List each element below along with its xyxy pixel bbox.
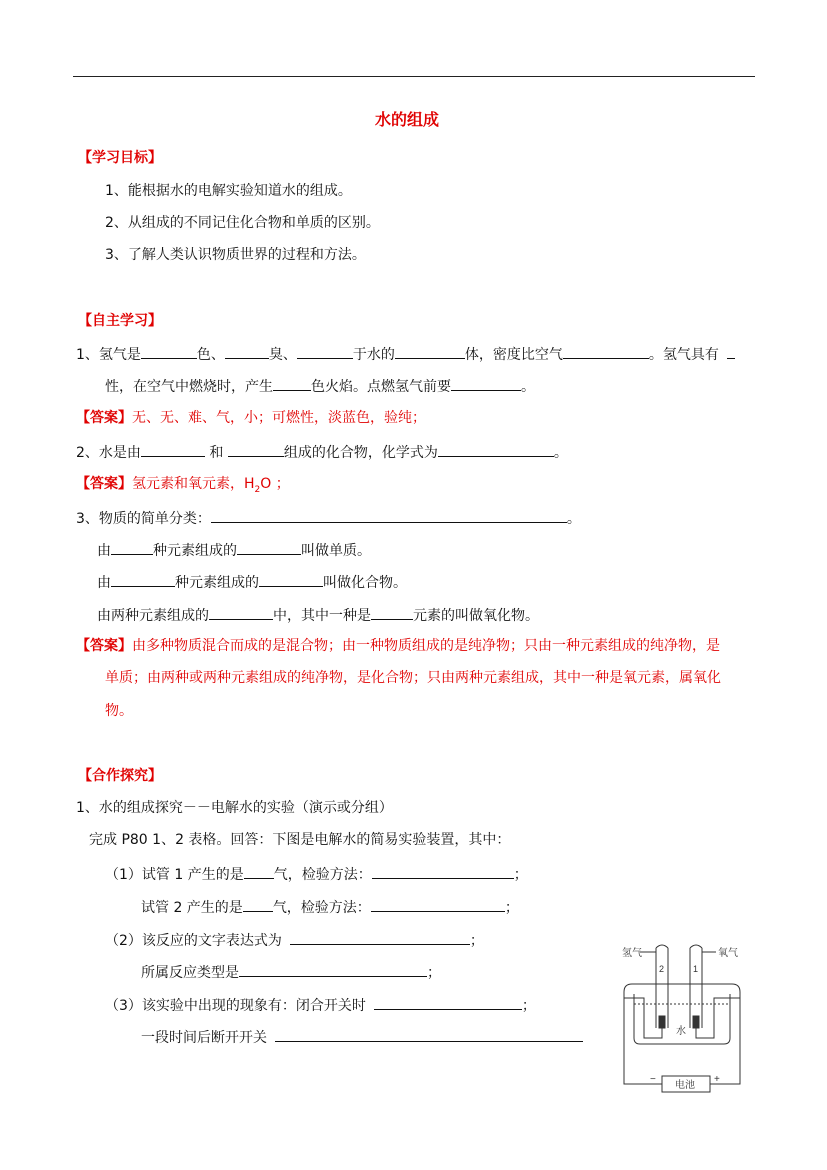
blank (371, 897, 505, 912)
blank (239, 962, 427, 977)
q3-text: 。 (566, 511, 581, 527)
blank (438, 442, 554, 457)
hydrogen-label: 氢气 (622, 948, 642, 959)
q2-text: 2、水是由 (76, 445, 141, 461)
explore-text: （1）试管 1 产生的是 (105, 867, 244, 883)
plus-sign: + (714, 1074, 720, 1085)
q2-text: 。 (553, 445, 568, 461)
explore-item-3 (105, 995, 536, 1015)
blank (225, 344, 269, 359)
tube-2-label: 2 (659, 964, 665, 974)
q3-text: 由两种元素组成的 (97, 608, 209, 624)
oxygen-label: 氧气 (718, 948, 738, 959)
explore-intro: 完成 P80 1、2 表格。回答：下图是电解水的简易实验装置，其中： (89, 832, 511, 848)
blank (111, 540, 153, 555)
answer-2 (76, 475, 290, 499)
explore-heading: 【合作探究】 (78, 768, 162, 784)
explore-text: ； (469, 933, 484, 949)
q3-text: 由 (97, 575, 111, 591)
q1-text: 臭、 (268, 347, 297, 363)
explore-item-2b (141, 962, 441, 982)
answer-tag: 【答案】 (76, 638, 132, 654)
goals-heading: 【学习目标】 (78, 150, 162, 166)
blank (727, 344, 735, 359)
self-study-heading: 【自主学习】 (78, 313, 162, 329)
explore-text: （2）该反应的文字表达式为 (105, 933, 282, 949)
answer-text: O ； (260, 476, 290, 492)
explore-text: 气，检验方法： (272, 900, 371, 916)
q3-text: 中，其中一种是 (273, 608, 371, 624)
q3-text: 叫做单质。 (301, 543, 371, 559)
blank (297, 344, 353, 359)
blank (372, 864, 514, 879)
blank (211, 508, 567, 523)
minus-sign: − (650, 1074, 656, 1085)
q3-text: 种元素组成的 (175, 575, 259, 591)
explore-text: （3）该实验中出现的现象有：闭合开关时 (105, 998, 366, 1014)
answer-tag: 【答案】 (76, 410, 132, 426)
blank (259, 572, 323, 587)
blank (111, 572, 175, 587)
answer-3 (76, 637, 720, 655)
question-3-item (97, 540, 371, 560)
answer-tag: 【答案】 (76, 476, 132, 492)
header-rule (73, 76, 755, 77)
explore-question-1: 1、水的组成探究－－电解水的实验（演示或分组） (76, 800, 393, 816)
explore-item-2 (105, 930, 484, 950)
explore-item-1b (141, 897, 519, 917)
blank (141, 442, 205, 457)
explore-text: ； (513, 867, 528, 883)
q3-text: 3、物质的简单分类： (76, 511, 211, 527)
question-3-item (97, 605, 539, 625)
q2-text: 组成的化合物，化学式为 (283, 445, 438, 461)
goal-item: 2、从组成的不同记住化合物和单质的区别。 (105, 215, 380, 231)
q2-text: 和 (209, 445, 224, 461)
q3-text: 叫做化合物。 (323, 575, 407, 591)
page-title: 水的组成 (375, 110, 440, 129)
q1-text: 。氢气具有 (648, 347, 719, 363)
answer-3-line-2: 单质；由两种或两种元素组成的纯净物，是化合物；只由两种元素组成，其中一种是氧元素，属氧化 (105, 670, 721, 686)
answer-text: 由多种物质混合而成的是混合物；由一种物质组成的是纯净物；只由一种元素组成的纯净物，是 (132, 638, 720, 654)
explore-item-3b (141, 1027, 583, 1047)
explore-item-1 (105, 864, 528, 884)
tube-1-label: 1 (693, 964, 699, 974)
blank (243, 897, 273, 912)
blank (371, 605, 413, 620)
question-3 (76, 508, 581, 528)
explore-text: 一段时间后断开开关 (141, 1030, 267, 1046)
q1-text: 色火焰。点燃氢气前要 (311, 379, 451, 395)
blank (244, 864, 274, 879)
explore-text: 所属反应类型是 (141, 965, 239, 981)
q1-text: 色、 (196, 347, 225, 363)
answer-text: 氢元素和氧元素，H (132, 476, 255, 492)
blank (209, 605, 273, 620)
answer-3-line-3: 物。 (105, 703, 133, 719)
answer-1 (76, 409, 426, 427)
blank (395, 344, 465, 359)
question-1-line-2 (105, 376, 535, 396)
explore-text: ； (521, 998, 536, 1014)
battery-label: 电池 (675, 1080, 695, 1091)
blank (563, 344, 649, 359)
blank (141, 344, 197, 359)
water-label: 水 (676, 1026, 686, 1037)
q1-text: 于水的 (352, 347, 395, 363)
question-2 (76, 442, 568, 462)
q1-text: 。 (521, 379, 535, 395)
explore-text: 气，检验方法： (273, 867, 372, 883)
blank (273, 376, 311, 391)
q3-text: 元素的叫做氧化物。 (413, 608, 539, 624)
blank (374, 995, 522, 1010)
q1-text: 体，密度比空气 (464, 347, 563, 363)
explore-text: 试管 2 产生的是 (141, 900, 243, 916)
q3-text: 由 (97, 543, 111, 559)
answer-subscript: 2 (254, 484, 261, 495)
q1-text: 性，在空气中燃烧时，产生 (105, 379, 273, 395)
goal-item: 3、了解人类认识物质世界的过程和方法。 (105, 247, 366, 263)
answer-text: 无、无、难、气，小；可燃性，淡蓝色，验纯； (132, 410, 426, 426)
blank (228, 442, 284, 457)
explore-text: ； (427, 965, 441, 981)
q1-prefix: 1、氢气是 (76, 347, 141, 363)
blank (290, 930, 470, 945)
q3-text: 种元素组成的 (153, 543, 237, 559)
blank (275, 1027, 583, 1042)
blank (237, 540, 301, 555)
question-3-item (97, 572, 407, 592)
explore-text: ； (504, 900, 519, 916)
goal-item: 1、能根据水的电解实验知道水的组成。 (105, 183, 352, 199)
electrolysis-apparatus-figure (612, 934, 746, 1094)
question-1-line-1 (76, 344, 735, 364)
blank (451, 376, 521, 391)
